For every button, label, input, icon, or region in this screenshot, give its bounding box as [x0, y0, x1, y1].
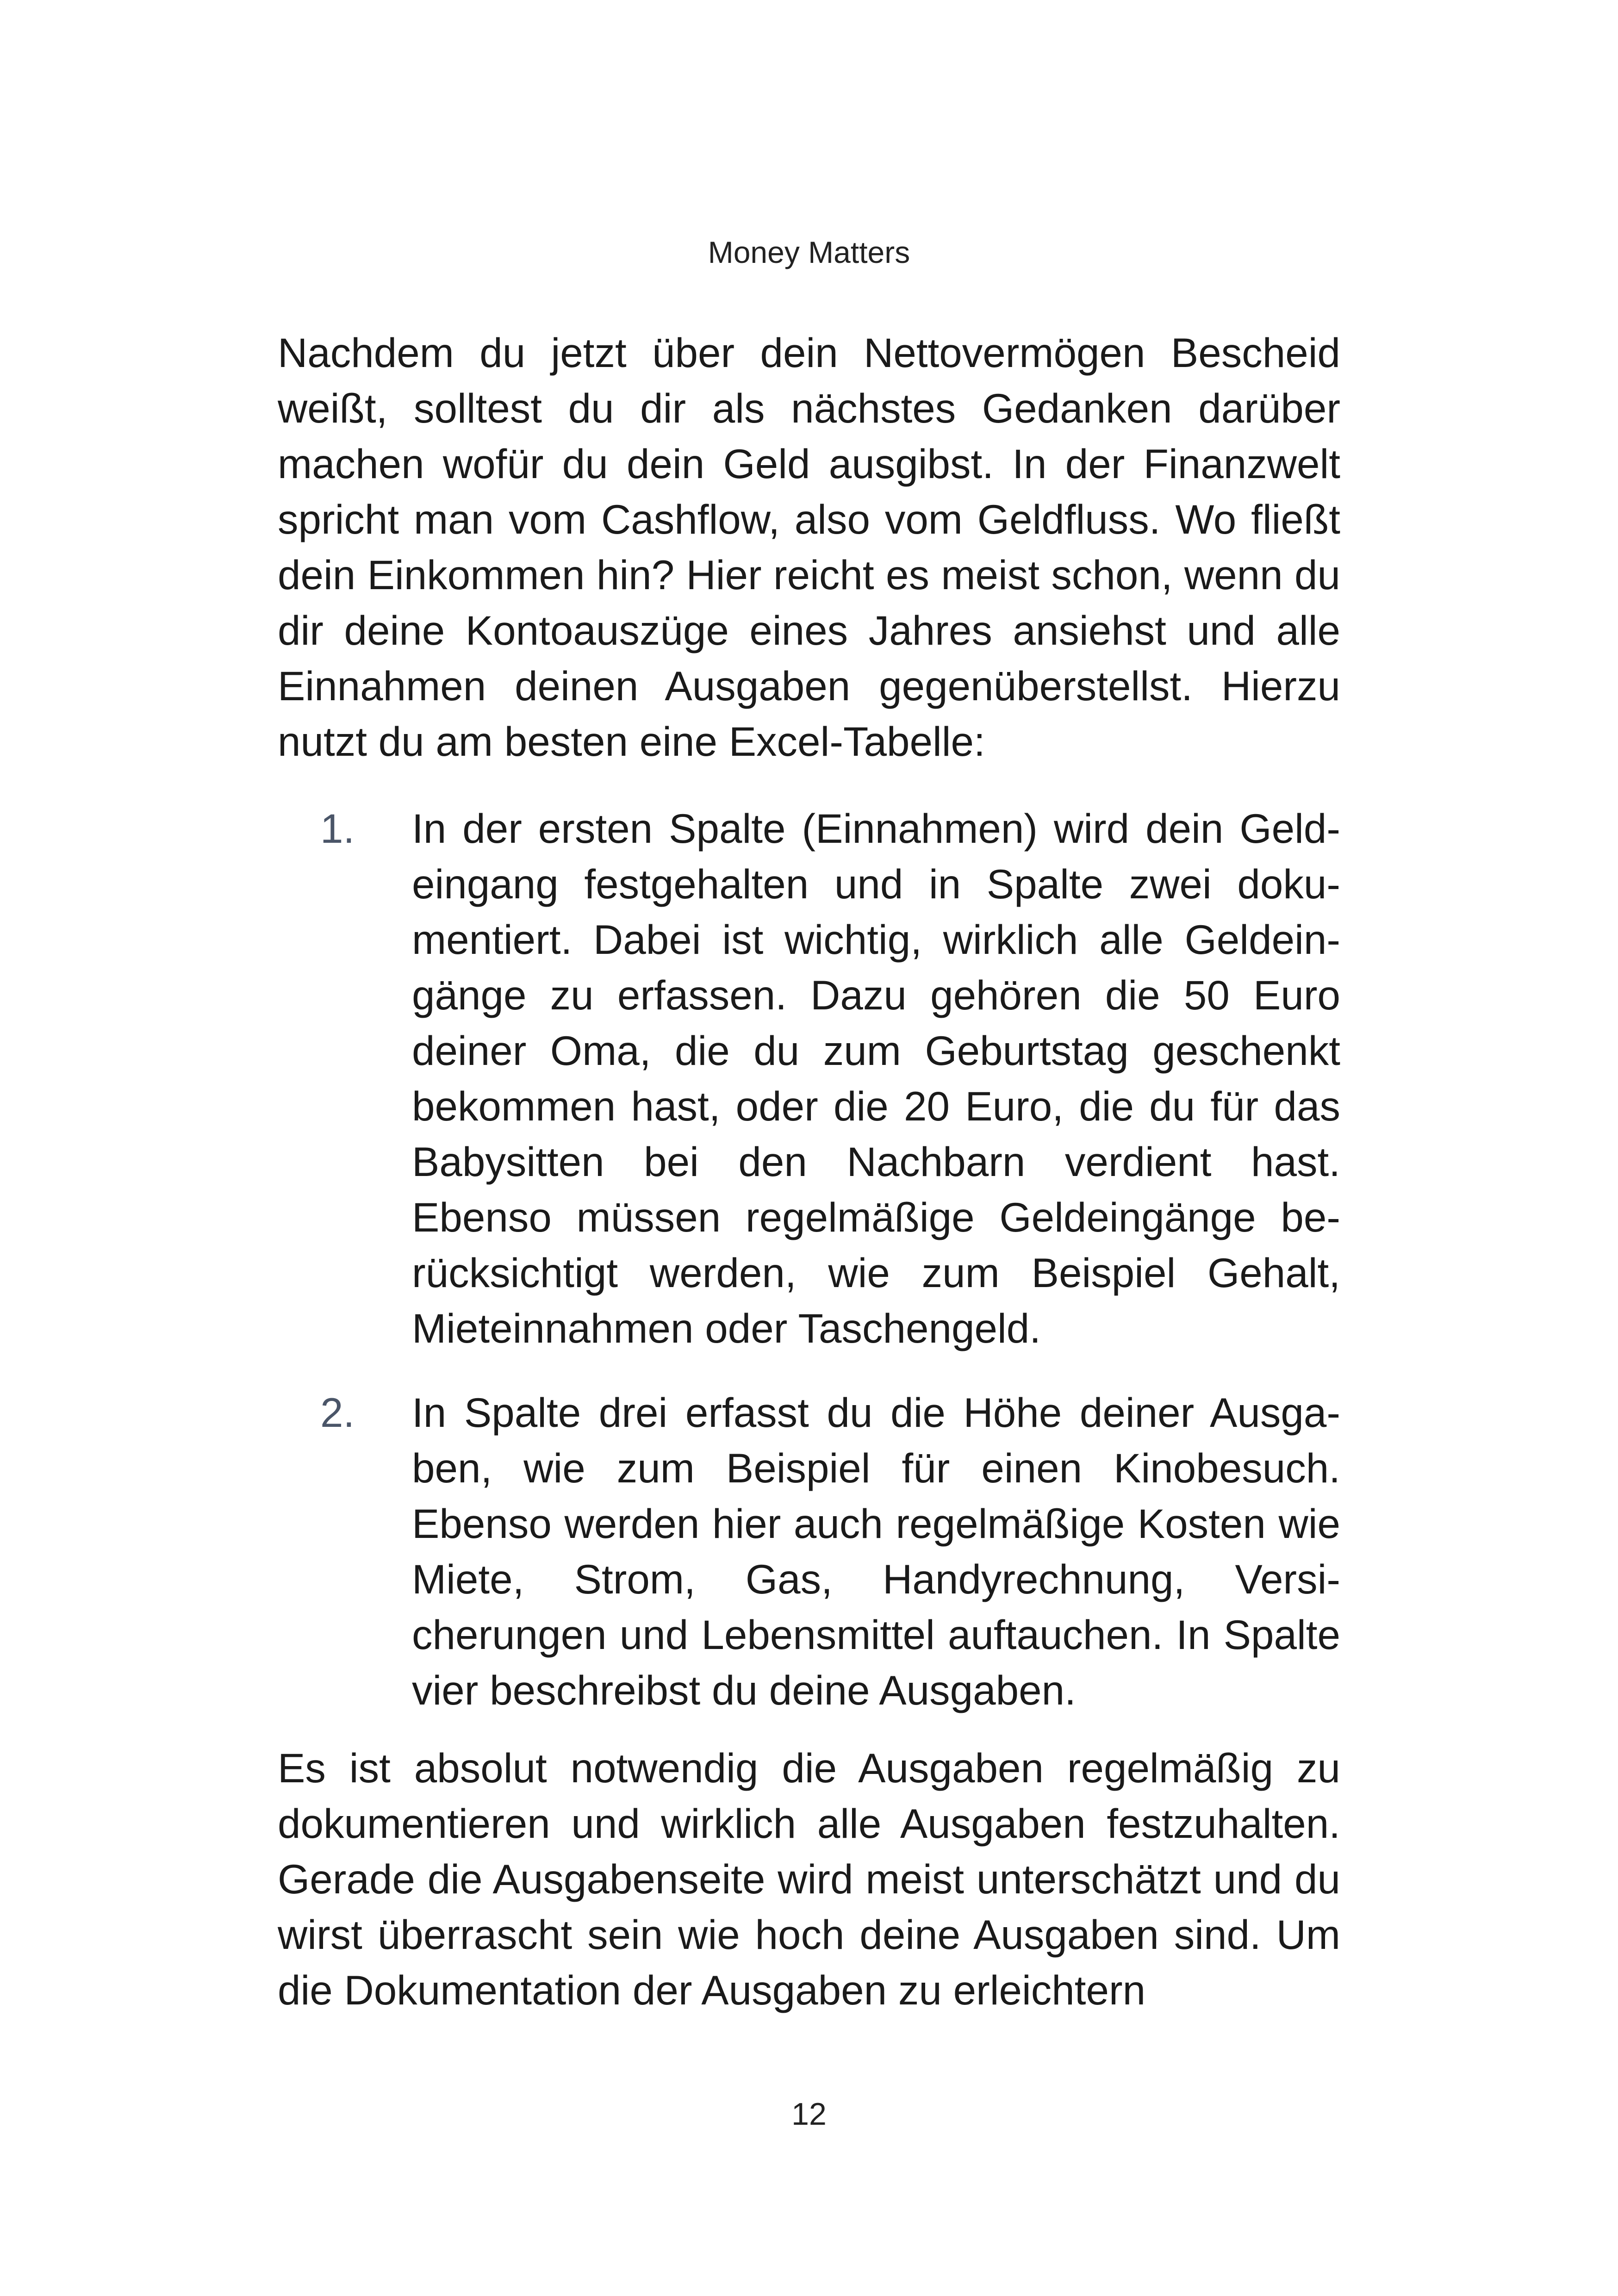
- intro-paragraph: Nachdem du jetzt über dein Nettovermögen Bescheid weißt, solltest du dir als nächstes Gedanken darüber machen wofür du dein Geld ausgibst. In der Finanzwelt spricht man vom Cashflow, also vom Geldfluss. Wo fließt dein Einkommen hin? Hier reicht es meist schon, wenn du dir deine Kontoauszüge eines Jahres ansiehst und alle Einnahmen deinen Ausgaben gegenüberstellst. Hierzu nutzt du am besten eine Excel-Tabelle:: [278, 330, 1340, 765]
- page-number: 12: [791, 2097, 827, 2132]
- list-item-number: 1.: [320, 805, 355, 852]
- list-item-text: In Spalte drei erfasst du die Höhe deiner Ausgaben, wie zum Beispiel für einen Kinobesuch. Ebenso werden hier auch regelmäßige Kosten wie Miete, Strom, Gas, Handyrechnung, Versicherungen und Lebensmittel auftauchen. In Spalte vier beschreibst du deine Ausgaben.: [412, 1389, 1340, 1713]
- list-item: [278, 1385, 1340, 1718]
- list-item-text: In der ersten Spalte (Einnahmen) wird dein Geldeingang festgehalten und in Spalte zwei dokumentiert. Dabei ist wichtig, wirklich alle Geldeingänge zu erfassen. Dazu gehören die 50 Euro deiner Oma, die du zum Geburtstag geschenkt bekommen hast, oder die 20 Euro, die du für das Babysitten bei den Nachbarn verdient hast. Ebenso müssen regelmäßige Geldeingänge berücksichtigt werden, wie zum Beispiel Gehalt, Mieteinnahmen oder Taschengeld.: [412, 805, 1340, 1351]
- closing-paragraph: Es ist absolut notwendig die Ausgaben regelmäßig zu dokumentieren und wirklich alle Ausgaben festzuhalten. Gerade die Ausgabenseite wird meist unterschätzt und du wirst überrascht sein wie hoch deine Ausgaben sind. Um die Dokumentation der Ausgaben zu erleichtern: [278, 1745, 1340, 2013]
- list-item-number: 2.: [320, 1389, 355, 1436]
- running-header: Money Matters: [708, 235, 910, 269]
- numbered-list: [278, 801, 1340, 1747]
- list-item: [278, 801, 1340, 1356]
